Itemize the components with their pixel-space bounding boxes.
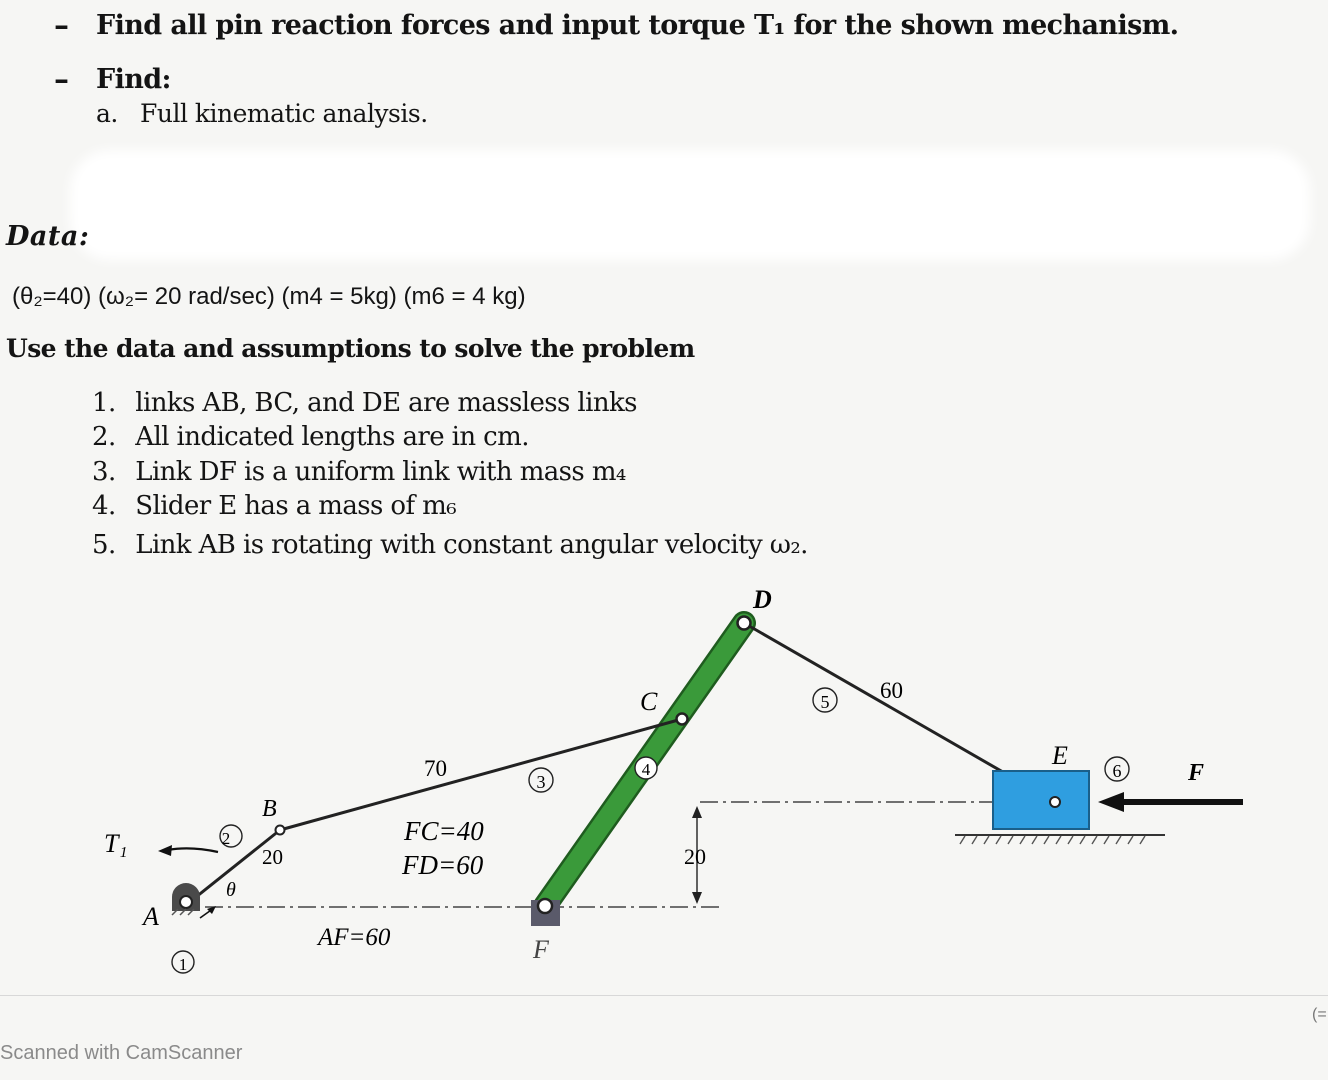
force-f-arrowhead — [1098, 792, 1124, 812]
link-number: 1 — [178, 955, 188, 974]
item-a-text: Full kinematic analysis. — [140, 99, 428, 128]
dim-ab: 20 — [262, 845, 283, 869]
link-number: 3 — [536, 772, 546, 792]
dim-fd: FD=60 — [402, 850, 484, 880]
dim-offset: 20 — [684, 844, 706, 869]
label-theta: θ — [226, 879, 236, 901]
list-num: 5. — [92, 530, 116, 560]
dim-fc: FC=40 — [404, 816, 484, 846]
arrow-head — [692, 892, 702, 904]
link-number: 2 — [221, 829, 231, 848]
dim-af: AF=60 — [318, 924, 391, 951]
bullet-dash: – — [54, 8, 69, 43]
pin-e — [1050, 797, 1060, 807]
torque-t1-arrow — [168, 848, 218, 852]
dim-bc: 70 — [424, 756, 447, 781]
label-a: A — [143, 902, 159, 931]
data-title: Data: — [6, 221, 90, 252]
torque-t1-arrowhead — [158, 845, 172, 856]
list-num: 2. — [92, 422, 116, 452]
pin-d — [738, 617, 751, 630]
list-num: 1. — [92, 388, 116, 418]
page-divider — [0, 995, 1328, 996]
list-text: All indicated lengths are in cm. — [135, 422, 529, 452]
pin-f — [538, 899, 552, 913]
label-d: D — [753, 585, 772, 614]
pin-a — [180, 896, 192, 908]
list-text: Slider E has a mass of m₆ — [135, 491, 457, 521]
bullet-dash: – — [54, 62, 69, 97]
slider-e — [993, 771, 1089, 829]
list-text: links AB, BC, and DE are massless links — [135, 388, 637, 418]
arrow-head — [692, 806, 702, 818]
link-number: 4 — [641, 760, 651, 779]
given-values: (θ₂=40) (ω₂= 20 rad/sec) (m4 = 5kg) (m6 = 4 kg) — [12, 283, 526, 310]
dim-de: 60 — [880, 678, 903, 703]
pin-b — [276, 826, 285, 835]
label-c: C — [640, 687, 658, 716]
find-heading: Find: — [96, 64, 171, 95]
scanner-watermark: Scanned with CamScanner — [0, 1042, 243, 1064]
label-force-f: F — [1188, 760, 1205, 786]
link-number: 5 — [820, 692, 830, 712]
instruction: Use the data and assumptions to solve the problem — [6, 334, 695, 363]
list-num: 4. — [92, 491, 116, 521]
corner-mark: (= — [1312, 1006, 1327, 1023]
pin-c — [677, 714, 688, 725]
list-text: Link AB is rotating with constant angular velocity ω₂. — [135, 530, 808, 560]
list-text: Link DF is a uniform link with mass m₄ — [135, 457, 626, 487]
link-number: 6 — [1112, 761, 1122, 781]
problem-statement: Find all pin reaction forces and input torque T₁ for the shown mechanism. — [96, 10, 1179, 41]
label-t1: T₁ — [104, 829, 128, 858]
label-f-pin: F — [533, 935, 549, 964]
list-num: 3. — [92, 457, 116, 487]
label-e: E — [1052, 741, 1068, 770]
ground-hatch — [960, 836, 1145, 844]
label-b: B — [262, 796, 277, 822]
item-a-label: a. — [96, 99, 118, 128]
